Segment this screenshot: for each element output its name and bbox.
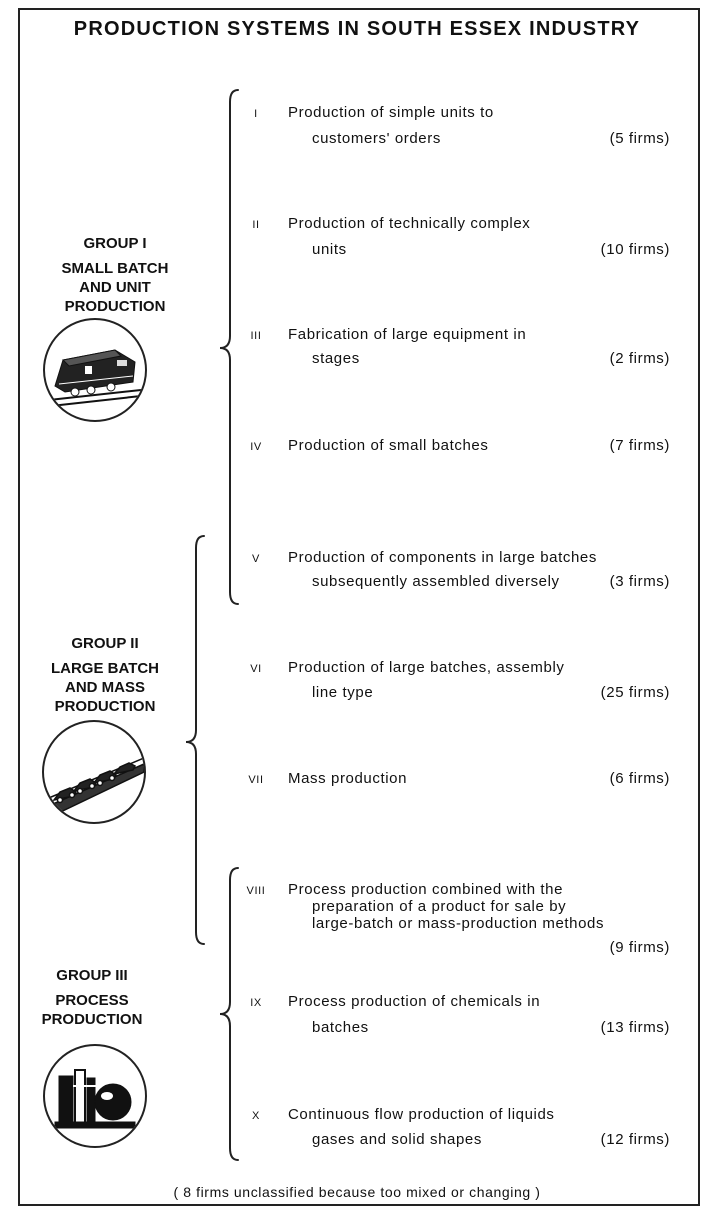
item-8-numeral: VIII <box>246 885 266 897</box>
item-2-numeral: II <box>252 219 260 231</box>
chemical-plant-icon <box>43 1044 147 1148</box>
item-4 <box>240 437 670 461</box>
item-6-line1: Production of large batches, assembly <box>288 659 565 676</box>
item-10-line2: gases and solid shapes <box>312 1131 482 1148</box>
item-10-numeral: X <box>252 1110 260 1122</box>
item-3-line1: Fabrication of large equipment in <box>288 326 527 343</box>
item-1-line2: customers' orders <box>312 130 441 147</box>
item-8-firms: (9 firms) <box>609 939 670 956</box>
group-2-label <box>15 634 195 716</box>
item-2-firms: (10 firms) <box>600 241 670 258</box>
item-7-line1: Mass production <box>288 770 408 787</box>
item-5-line2: subsequently assembled diversely <box>312 573 560 590</box>
group-1-label <box>25 234 205 316</box>
item-7 <box>240 770 670 794</box>
item-5 <box>240 549 670 599</box>
item-3-numeral: III <box>250 330 262 342</box>
item-3-firms: (2 firms) <box>609 350 670 367</box>
item-10-firms: (12 firms) <box>600 1131 670 1148</box>
item-1 <box>240 104 670 154</box>
group-2-name: GROUP II <box>71 635 139 652</box>
item-1-line1: Production of simple units to <box>288 104 494 121</box>
item-8-line1: Process production combined with the <box>288 881 564 898</box>
item-3-line2: stages <box>312 350 360 367</box>
item-10-line1: Continuous flow production of liquids <box>288 1106 555 1123</box>
group-3-description: PROCESS PRODUCTION <box>41 992 143 1028</box>
item-1-numeral: I <box>254 108 258 120</box>
item-5-firms: (3 firms) <box>609 573 670 590</box>
item-4-firms: (7 firms) <box>609 437 670 454</box>
item-9-line2: batches <box>312 1019 369 1036</box>
diagram-title: PRODUCTION SYSTEMS IN SOUTH ESSEX INDUSTRY <box>73 18 641 40</box>
item-8 <box>240 881 670 959</box>
item-6-numeral: VI <box>250 663 262 675</box>
item-7-firms: (6 firms) <box>609 770 670 787</box>
item-2 <box>240 215 670 265</box>
cars-assembly-line-icon <box>42 720 146 824</box>
item-8-line3: large-batch or mass-production methods <box>312 915 605 932</box>
item-6 <box>240 659 670 709</box>
group-1-description: SMALL BATCH AND UNIT PRODUCTION <box>61 260 169 315</box>
locomotive-icon <box>43 318 147 422</box>
item-7-numeral: VII <box>248 774 264 786</box>
item-9-numeral: IX <box>250 997 262 1009</box>
item-8-line2: preparation of a product for sale by <box>312 898 567 915</box>
item-5-line1: Production of components in large batches <box>288 549 597 566</box>
item-2-line2: units <box>312 241 347 258</box>
group-3-name: GROUP III <box>56 967 128 984</box>
item-9-line1: Process production of chemicals in <box>288 993 541 1010</box>
item-3 <box>240 326 670 376</box>
item-9-firms: (13 firms) <box>600 1019 670 1036</box>
footer-note: ( 8 firms unclassified because too mixed or changing ) <box>173 1184 541 1200</box>
group-2-description: LARGE BATCH AND MASS PRODUCTION <box>50 660 160 715</box>
item-10 <box>240 1106 670 1156</box>
item-6-line2: line type <box>312 684 374 701</box>
group-3-label <box>2 966 182 1029</box>
item-1-firms: (5 firms) <box>609 130 670 147</box>
item-6-firms: (25 firms) <box>600 684 670 701</box>
item-4-numeral: IV <box>250 441 262 453</box>
item-4-line1: Production of small batches <box>288 437 489 454</box>
item-9 <box>240 993 670 1043</box>
item-5-numeral: V <box>252 553 260 565</box>
group-1-name: GROUP I <box>83 235 147 252</box>
item-2-line1: Production of technically complex <box>288 215 531 232</box>
